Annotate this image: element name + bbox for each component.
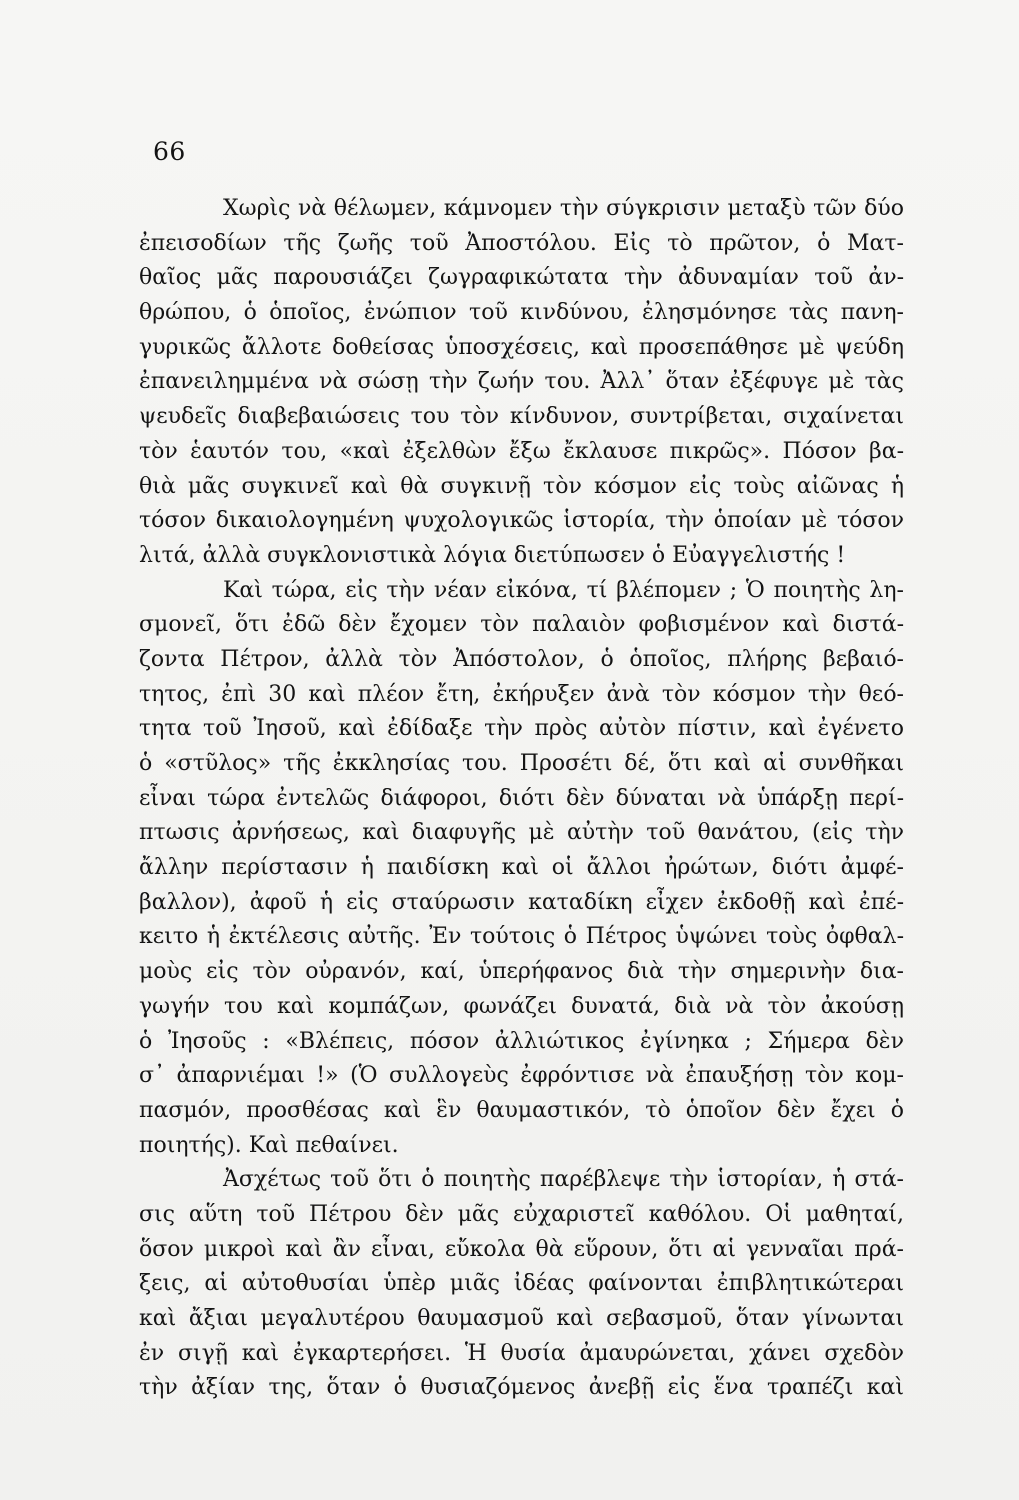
text-line: Ἀσχέτως τοῦ ὅτι ὁ ποιητὴς παρέβλεψε τὴν ἱστορίαν, ἡ στά- [223,1167,904,1193]
body-text [139,192,904,1406]
text-line: ἐπεισοδίων τῆς ζωῆς τοῦ Ἀποστόλου. Εἰς τὸ πρῶτον, ὁ Ματ- [139,230,904,256]
text-line: θρώπου, ὁ ὁποῖος, ἐνώπιον τοῦ κινδύνου, ἐλησμόνησε τὰς πανη- [139,300,904,326]
text-line: γωγήν του καὶ κομπάζων, φωνάζει δυνατά, διὰ νὰ τὸν ἀκούσῃ [139,993,904,1019]
text-line: ψευδεῖς διαβεβαιώσεις του τὸν κίνδυνον, συντρίβεται, σιχαίνεται [139,404,904,430]
text-line: σ᾽ ἀπαρνιέμαι !» (Ὁ συλλογεὺς ἐφρόντισε νὰ ἐπαυξήσῃ τὸν κομ- [139,1063,904,1089]
text-line: ὁ Ἰησοῦς : «Βλέπεις, πόσον ἀλλιώτικος ἐγίνηκα ; Σήμερα δὲν [139,1028,904,1054]
text-line: βαλλον), ἀφοῦ ἡ εἰς σταύρωσιν καταδίκη εἶχεν ἐκδοθῇ καὶ ἐπέ- [139,889,904,915]
text-line: ἐν σιγῇ καὶ ἐγκαρτερήσει. Ἡ θυσία ἀμαυρώνεται, χάνει σχεδὸν [139,1340,904,1366]
text-line: καὶ ἄξιαι μεγαλυτέρου θαυμασμοῦ καὶ σεβασμοῦ, ὅταν γίνωνται [139,1306,904,1331]
text-line: ὁ «στῦλος» τῆς ἐκκλησίας του. Προσέτι δέ, ὅτι καὶ αἱ συνθῆκαι [139,751,904,776]
text-line: πασμόν, προσθέσας καὶ ἓν θαυμαστικόν, τὸ ὁποῖον δὲν ἔχει ὁ [139,1097,904,1123]
text-line: ζοντα Πέτρον, ἀλλὰ τὸν Ἀπόστολον, ὁ ὁποῖος, πλήρης βεβαιό- [139,646,904,672]
text-line: ξεις, αἱ αὐτοθυσίαι ὑπὲρ μιᾶς ἰδέας φαίνονται ἐπιβλητικώτεραι [139,1271,904,1297]
text-line: ὅσον μικροὶ καὶ ἂν εἶναι, εὔκολα θὰ εὕρουν, ὅτι αἱ γενναῖαι πρά- [139,1236,904,1262]
text-line: τόσον δικαιολογημένη ψυχολογικῶς ἱστορία, τὴν ὁποίαν μὲ τόσον [139,508,904,534]
text-line: τητα τοῦ Ἰησοῦ, καὶ ἐδίδαξε τὴν πρὸς αὐτὸν πίστιν, καὶ ἐγένετο [139,716,904,742]
text-line: θιὰ μᾶς συγκινεῖ καὶ θὰ συγκινῇ τὸν κόσμον εἰς τοὺς αἰῶνας ἡ [139,473,904,499]
text-line: Χωρὶς νὰ θέλωμεν, κάμνομεν τὴν σύγκρισιν μεταξὺ τῶν δύο [223,196,904,221]
text-line: τὸν ἑαυτόν του, «καὶ ἐξελθὼν ἔξω ἔκλαυσε πικρῶς». Πόσον βα- [139,438,904,464]
text-line: ἐπανειλημμένα νὰ σώσῃ τὴν ζωήν του. Ἀλλ᾽ ὅταν ἐξέφυγε μὲ τὰς [139,369,904,395]
text-line: σις αὕτη τοῦ Πέτρου δὲν μᾶς εὐχαριστεῖ καθόλου. Οἱ μαθηταί, [139,1201,904,1227]
text-line: τητος, ἐπὶ 30 καὶ πλέον ἔτη, ἐκήρυξεν ἀνὰ τὸν κόσμον τὴν θεό- [139,681,904,707]
text-line: ἄλλην περίστασιν ἡ παιδίσκη καὶ οἱ ἄλλοι ἠρώτων, διότι ἀμφέ- [139,855,904,881]
text-line: μοὺς εἰς τὸν οὐρανόν, καί, ὑπερήφανος διὰ τὴν σημερινὴν δια- [139,959,904,985]
text-line: πτωσις ἀρνήσεως, καὶ διαφυγῆς μὲ αὐτὴν τοῦ θανάτου, (εἰς τὴν [139,820,904,846]
text-line: σμονεῖ, ὅτι ἐδῶ δὲν ἔχομεν τὸν παλαιὸν φοβισμένον καὶ διστά- [139,612,904,638]
page-number: 66 [153,137,186,166]
text-line: γυρικῶς ἄλλοτε δοθείσας ὑποσχέσεις, καὶ προσεπάθησε μὲ ψεύδη [139,334,904,360]
text-line: εἶναι τώρα ἐντελῶς διάφοροι, διότι δὲν δύναται νὰ ὑπάρξῃ περί- [139,785,904,811]
text-line: ποιητής). Καὶ πεθαίνει. [139,1132,399,1158]
text-line: τὴν ἀξίαν της, ὅταν ὁ θυσιαζόμενος ἀνεβῇ εἰς ἕνα τραπέζι καὶ [139,1375,904,1401]
text-line: λιτά, ἀλλὰ συγκλονιστικὰ λόγια διετύπωσεν ὁ Εὐαγγελιστής ! [139,542,846,568]
text-line: Καὶ τώρα, εἰς τὴν νέαν εἰκόνα, τί βλέπομεν ; Ὁ ποιητὴς λη- [223,577,904,603]
text-line: θαῖος μᾶς παρουσιάζει ζωγραφικώτατα τὴν ἀδυναμίαν τοῦ ἀν- [139,265,904,291]
text-line: κειτο ἡ ἐκτέλεσις αὐτῆς. Ἐν τούτοις ὁ Πέτρος ὑψώνει τοὺς ὀφθαλ- [139,924,904,950]
